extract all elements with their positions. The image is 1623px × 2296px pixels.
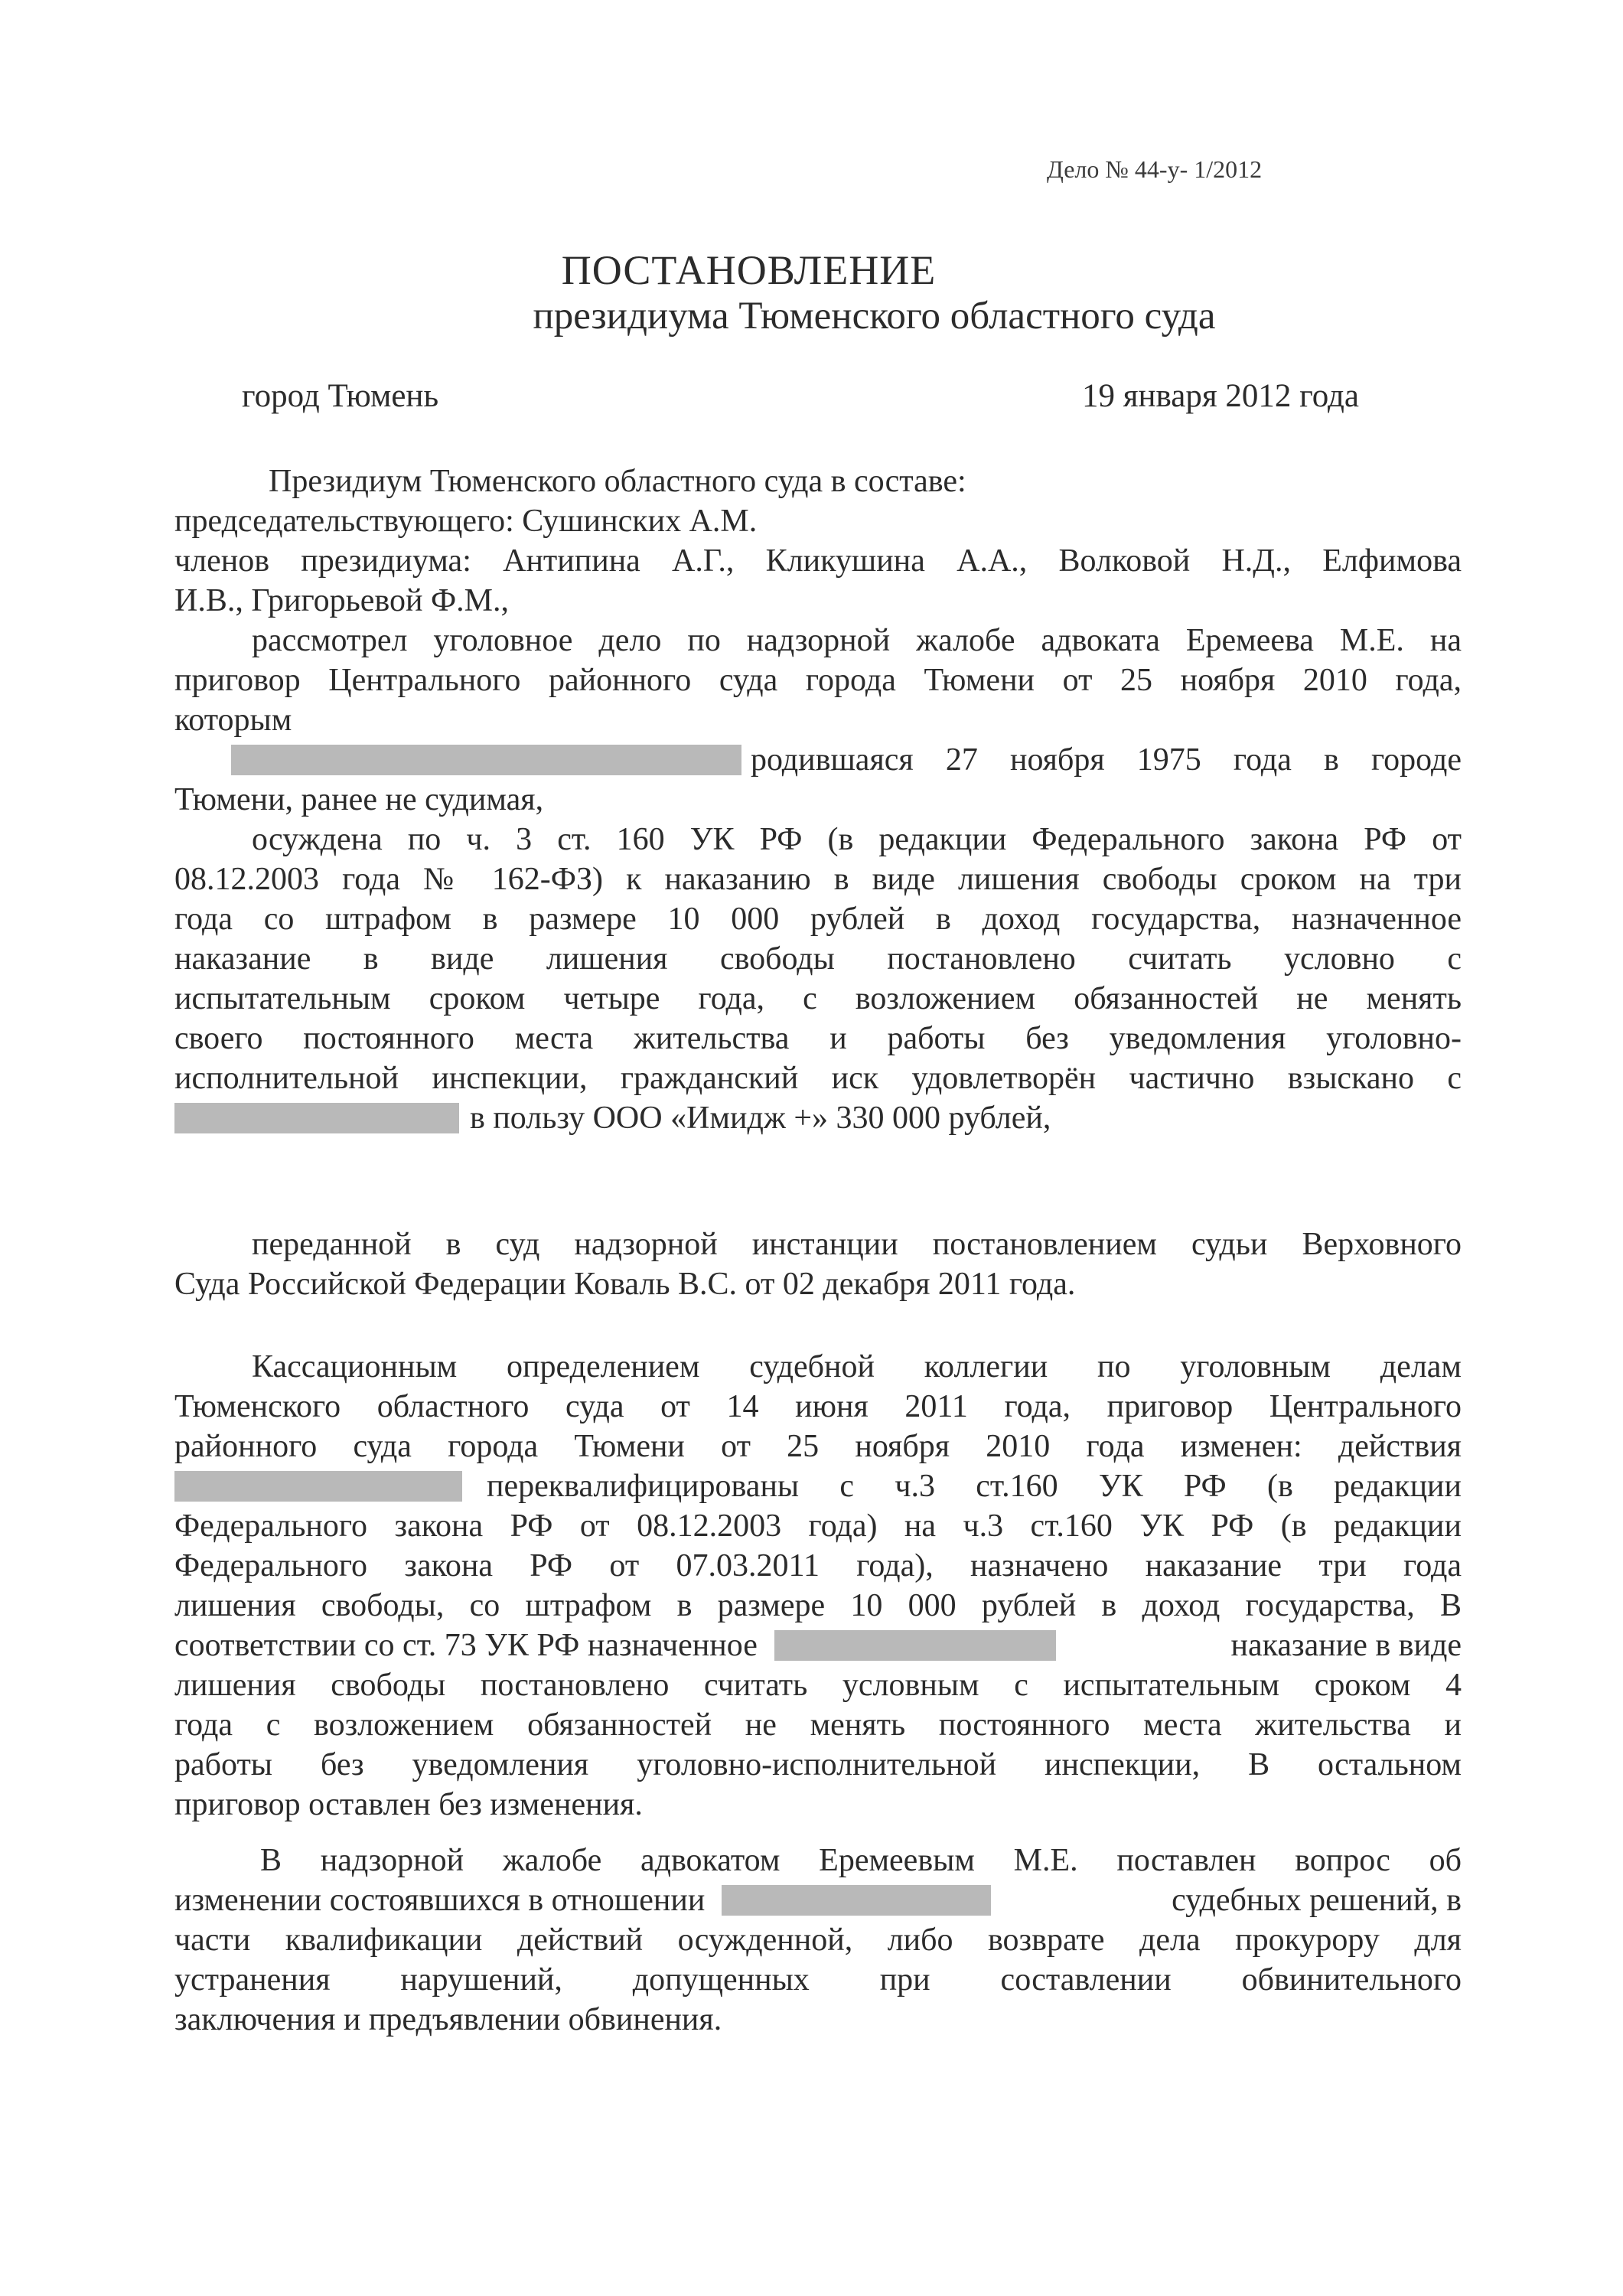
requalification-text: переквалифицированы с ч.3 ст.160 УК РФ (в редакции (487, 1469, 1462, 1504)
document-subtitle: президиума Тюменского областного суда (533, 295, 1216, 338)
text-line: своего постоянного места жительства и работы без уведомления уголовно- (174, 1021, 1462, 1056)
text-line: И.В., Григорьевой Ф.М., (174, 583, 509, 618)
document-title: ПОСТАНОВЛЕНИЕ (561, 247, 937, 293)
redacted-name (774, 1630, 1056, 1661)
cassation-paragraph (174, 1347, 1462, 1825)
transfer-paragraph (174, 1225, 1462, 1304)
complaint-paragraph (174, 1841, 1462, 2040)
text-line: части квалификации действий осужденной, либо возврате дела прокурору для (174, 1923, 1462, 1958)
text-line: Президиум Тюменского областного суда в составе: (269, 464, 966, 499)
text-line: осуждена по ч. 3 ст. 160 УК РФ (в редакции Федерального закона РФ от (252, 822, 1462, 857)
text-line: устранения нарушений, допущенных при составлении обвинительного (174, 1962, 1462, 1998)
text-line (174, 1626, 1462, 1665)
text-line: наказание в виде лишения свободы постановлено считать условно с (174, 941, 1462, 977)
text-line: Тюмени, ранее не судимая, (174, 782, 544, 817)
text-line: В надзорной жалобе адвокатом Еремеевым М.Е. поставлен вопрос об (260, 1843, 1462, 1878)
text-line: председательствующего: Сушинских А.М. (174, 504, 758, 539)
text-line: заключения и предъявлении обвинения. (174, 2002, 722, 2037)
civil-claim-text: в пользу ООО «Имидж +» 330 000 рублей, (470, 1101, 1051, 1136)
punishment-text: наказание в виде (1230, 1628, 1462, 1663)
text-line (174, 1880, 1462, 1920)
birth-text: родившаяся 27 ноября 1975 года в городе (751, 742, 1462, 778)
city: город Тюмень (242, 378, 439, 414)
text-line (174, 1466, 1462, 1506)
text-line: членов президиума: Антипина А.Г., Кликушина А.А., Волковой Н.Д., Елфимова (174, 543, 1462, 579)
text-line: лишения свободы, со штрафом в размере 10 000 рублей в доход государства, В (174, 1588, 1462, 1623)
text-line: рассмотрел уголовное дело по надзорной жалобе адвоката Еремеева М.Е. на (252, 623, 1462, 658)
decisions-text: судебных решений, в (1172, 1883, 1462, 1918)
text-line: Федерального закона РФ от 07.03.2011 года), назначено наказание три года (174, 1548, 1462, 1583)
redacted-name (174, 1103, 459, 1133)
text-line: переданной в суд надзорной инстанции постановлением судьи Верховного (252, 1227, 1462, 1262)
decision-date: 19 января 2012 года (1082, 378, 1359, 414)
redacted-name (231, 745, 741, 775)
text-line: Федерального закона РФ от 08.12.2003 года) на ч.3 ст.160 УК РФ (в редакции (174, 1508, 1462, 1544)
text-line (174, 1098, 1462, 1138)
article-text: соответствии со ст. 73 УК РФ назначенное (174, 1628, 758, 1663)
text-line: лишения свободы постановлено считать условным с испытательным сроком 4 (174, 1668, 1462, 1703)
redacted-name (174, 1471, 462, 1502)
text-line: Тюменского областного суда от 14 июня 2011 года, приговор Центрального (174, 1389, 1462, 1424)
text-line: Кассационным определением судебной коллегии по уголовным делам (252, 1349, 1462, 1384)
text-line: которым (174, 703, 292, 738)
text-line: года с возложением обязанностей не менять постоянного места жительства и (174, 1707, 1462, 1743)
composition-paragraph (174, 461, 1462, 1138)
text-line: районного суда города Тюмени от 25 ноября 2010 года изменен: действия (174, 1429, 1462, 1464)
text-line: приговор оставлен без изменения. (174, 1787, 643, 1822)
text-line (174, 740, 1462, 780)
text-line: исполнительной инспекции, гражданский иск удовлетворён частично взыскано с (174, 1061, 1462, 1096)
text-line: приговор Центрального районного суда города Тюмени от 25 ноября 2010 года, (174, 663, 1462, 698)
regarding-text: изменении состоявшихся в отношении (174, 1883, 706, 1918)
redacted-name (722, 1885, 991, 1916)
text-line: работы без уведомления уголовно-исполнительной инспекции, В остальном (174, 1747, 1462, 1782)
text-line: Суда Российской Федерации Коваль В.С. от 02 декабря 2011 года. (174, 1267, 1076, 1302)
case-number: Дело № 44-у- 1/2012 (1047, 155, 1263, 183)
text-line: 08.12.2003 года № 162-ФЗ) к наказанию в виде лишения свободы сроком на три (174, 862, 1462, 897)
text-line: года со штрафом в размере 10 000 рублей в доход государства, назначенное (174, 902, 1462, 937)
text-line: испытательным сроком четыре года, с возложением обязанностей не менять (174, 981, 1462, 1016)
